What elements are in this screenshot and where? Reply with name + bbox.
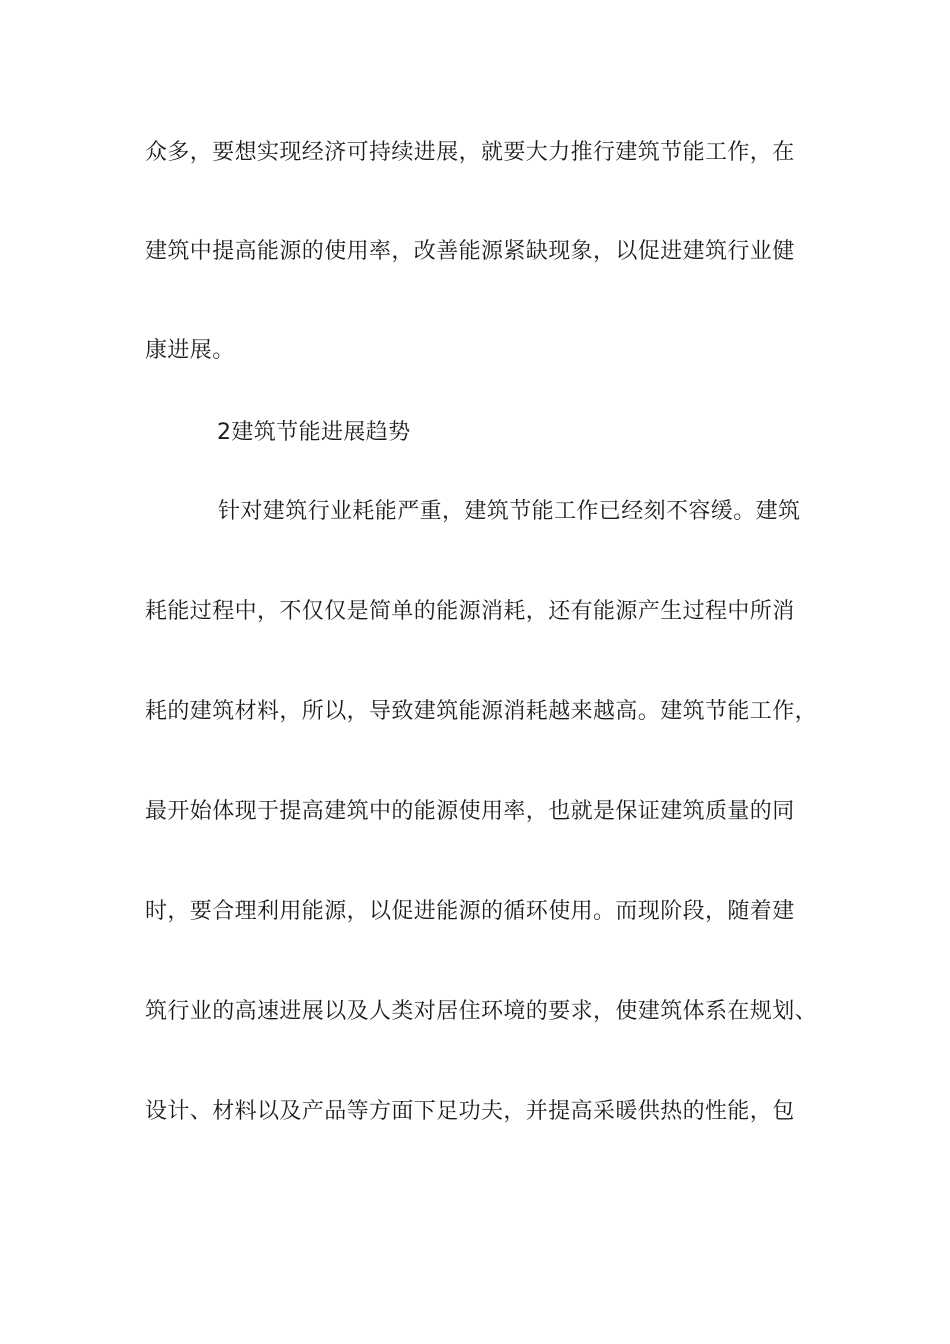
- paragraph-line: 耗的建筑材料，所以，导致建筑能源消耗越来越高。建筑节能工作，: [145, 699, 818, 724]
- paragraph-line: 最开始体现于提高建筑中的能源使用率，也就是保证建筑质量的同: [145, 799, 795, 824]
- paragraph-line: 设计、材料以及产品等方面下足功夫，并提高采暖供热的性能，包: [145, 1099, 795, 1124]
- paragraph-line: 康进展。: [145, 338, 235, 363]
- paragraph-line: 众多，要想实现经济可持续进展，就要大力推行建筑节能工作，在: [145, 140, 795, 165]
- paragraph-line: 时，要合理利用能源，以促进能源的循环使用。而现阶段，随着建: [145, 899, 795, 924]
- paragraph-line: 筑行业的高速进展以及人类对居住环境的要求，使建筑体系在规划、: [145, 999, 818, 1024]
- paragraph-line: 建筑中提高能源的使用率，改善能源紧缺现象，以促进建筑行业健: [145, 239, 795, 264]
- paragraph-line: 耗能过程中，不仅仅是简单的能源消耗，还有能源产生过程中所消: [145, 599, 795, 624]
- paragraph-line: 针对建筑行业耗能严重，建筑节能工作已经刻不容缓。建筑: [218, 499, 801, 524]
- section-heading: 2建筑节能进展趋势: [217, 420, 411, 445]
